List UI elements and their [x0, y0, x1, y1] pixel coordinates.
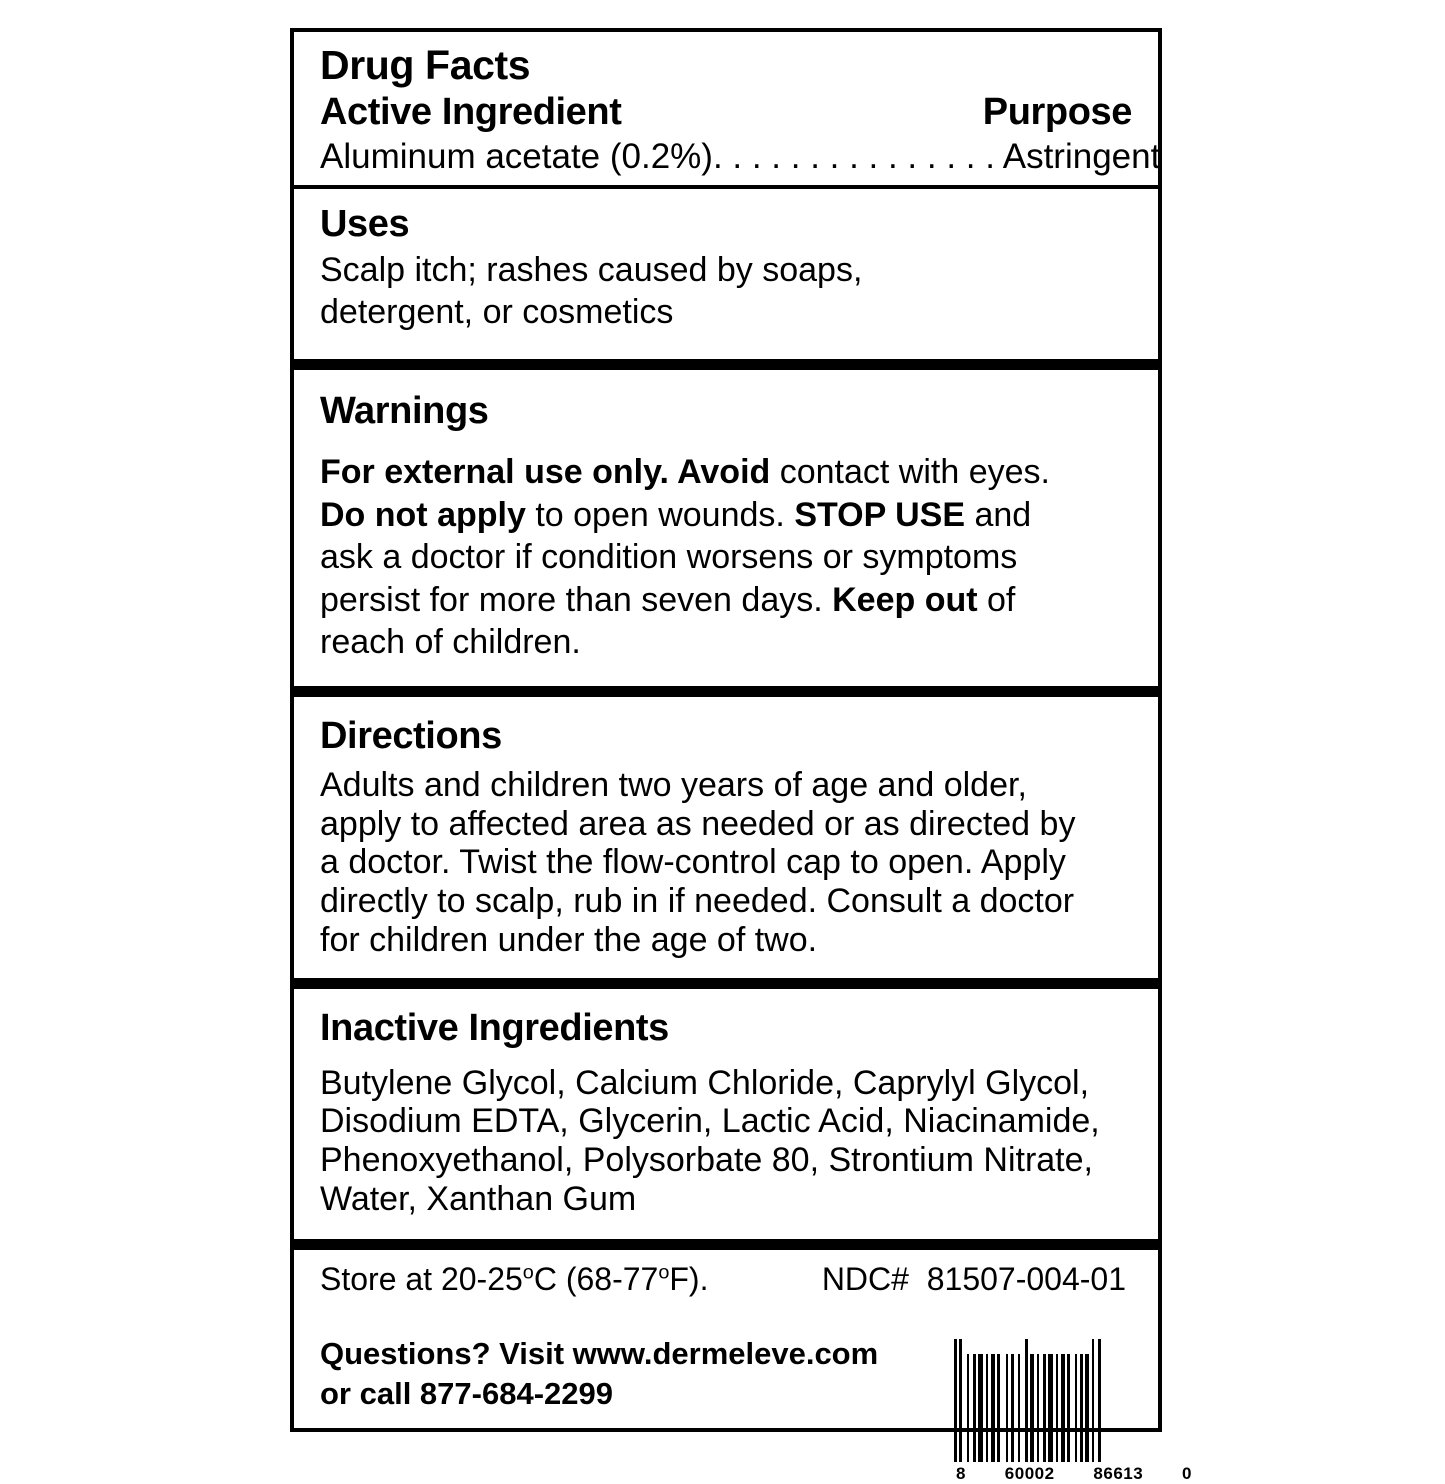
- storage-row: [320, 1260, 1132, 1298]
- uses-heading: Uses: [320, 203, 410, 246]
- active-ingredient-header: [320, 91, 1132, 134]
- warnings-run-6: Keep out: [832, 580, 978, 619]
- active-ingredient-label: Active Ingredient: [320, 91, 622, 134]
- barcode-bar: [1098, 1339, 1101, 1462]
- uses-section: [294, 189, 1158, 370]
- directions-section: [294, 697, 1158, 989]
- degree-symbol-f: o: [658, 1260, 670, 1283]
- active-ingredient-section: [294, 32, 1161, 189]
- warnings-run-2: Do not apply: [320, 495, 526, 534]
- warnings-section: [294, 370, 1158, 697]
- warnings-run-3: to open wounds.: [525, 495, 795, 534]
- questions-line-1: Questions? Visit www.dermeleve.com: [320, 1335, 879, 1371]
- questions-line-2: or call 877-684-2299: [320, 1376, 613, 1412]
- purpose-label: Purpose: [982, 91, 1132, 134]
- uses-text: Scalp itch; rashes caused by soaps, detergent, or cosmetics: [320, 251, 863, 331]
- barcode-digits: [954, 1464, 1194, 1484]
- warnings-run-0: For external use only. Avoid: [320, 453, 771, 492]
- warnings-text: [320, 451, 1060, 664]
- drug-facts-panel: [290, 28, 1192, 1483]
- directions-text: Adults and children two years of age and older, apply to affected area as needed or as directed by a doctor. Twist the flow-control cap to open. Apply directly to scalp, rub in if needed. Consult a doctor for children under the age of two.: [320, 765, 1076, 959]
- label-footer: [294, 1250, 1192, 1483]
- directions-heading: Directions: [320, 714, 502, 757]
- warnings-run-7: of reach of children.: [320, 580, 1016, 662]
- warnings-run-5: and ask a doctor if condition worsens or symptoms persist for more than seven days.: [320, 495, 1032, 619]
- barcode-right-digit: 0: [1182, 1463, 1192, 1483]
- degree-symbol-c: o: [522, 1260, 534, 1283]
- inactive-ingredients-section: [294, 989, 1158, 1250]
- barcode-bars: [954, 1354, 1194, 1462]
- warnings-run-4: STOP USE: [794, 495, 966, 534]
- active-ingredient-value: Aluminum acetate (0.2%). . . . . . . . . . . . . . . Astringent: [320, 137, 1161, 177]
- warnings-heading: Warnings: [320, 390, 489, 433]
- page-title: Drug Facts: [320, 42, 531, 88]
- warnings-run-1: contact with eyes.: [770, 453, 1050, 492]
- barcode-left-digit: 8: [956, 1463, 966, 1483]
- barcode: [954, 1354, 1194, 1484]
- inactive-ingredients-text: Butylene Glycol, Calcium Chloride, Caprylyl Glycol, Disodium EDTA, Glycerin, Lactic Acid, Niacinamide, Phenoxyethanol, Polysorbate 80, Strontium Nitrate, Water, Xanthan Gum: [320, 1063, 1100, 1218]
- barcode-group-2: 86613: [1093, 1463, 1144, 1483]
- ndc-number: NDC# 81507-004-01: [821, 1260, 1126, 1297]
- inactive-ingredients-heading: Inactive Ingredients: [320, 1006, 669, 1049]
- storage-text: Store at 20-25$^o$C (68-77$^o$F).: [320, 1260, 709, 1297]
- barcode-group-1: 60002: [1004, 1463, 1055, 1483]
